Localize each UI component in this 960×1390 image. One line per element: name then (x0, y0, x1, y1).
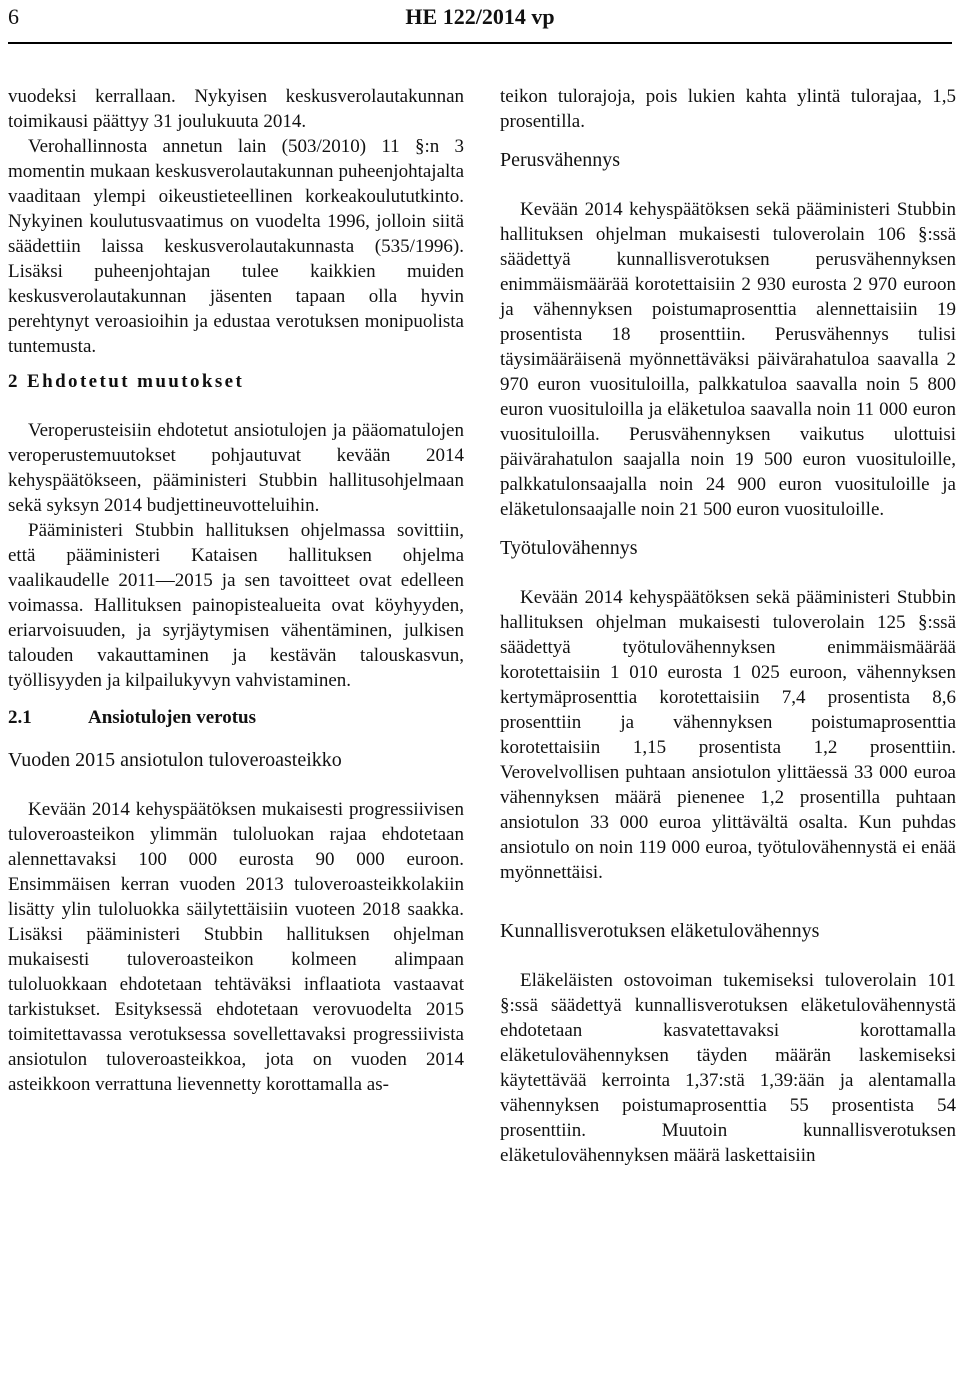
paragraph: Veroperusteisiin ehdotetut ansiotulojen ja pääomatulojen veroperustemuutokset pohjautuvat kevään 2014 kehyspäätökseen, pääministeri Stubbin hallitusohjelmaan sekä syksyn 2014 budjettineuvotteluihin. (8, 420, 464, 516)
subheading-perusvahennys: Perusvähennys (500, 149, 620, 171)
page-number: 6 (8, 4, 19, 29)
right-column (500, 84, 956, 1168)
subheading-tyotulovahennys: Työtulovähennys (500, 537, 638, 559)
paragraph: Kevään 2014 kehyspäätöksen sekä pääministeri Stubbin hallituksen ohjelman mukaisesti tuloverolain 106 §:ssä säädettyä kunnallisverotuksen perusvähennyksen enimmäismäärää korotettaisiin 2 930 eurosta 2 970 euroon ja vähennyksen poistumaprosenttia alennettaisiin 19 prosentista 18 prosenttiin. Perusvähennys tulisi täysimääräisenä myönnettäväksi päivärahatuloa saavalla 2 970 euron vuosituloilla, palkkatuloa saavalla noin 5 800 euron vuosituloilla ja eläketuloa saavalla noin 11 000 euron vuosituloilla. Perusvähennyksen vaikutus ulottuisi päivärahatulon saajalla noin 19 500 euron vuosituloille, palkkatulonsaajalla noin 24 900 euron vuosituloille ja eläketulonsaajalle noin 21 500 euron vuosituloille. (500, 199, 956, 520)
subsection-title: Ansiotulojen verotus (88, 707, 257, 728)
header-rule (8, 42, 952, 44)
paragraph: Pääministeri Stubbin hallituksen ohjelmassa sovittiin, että pääministeri Kataisen hallituksen ohjelma vaalikaudelle 2011—2015 ja sen tavoitteet ovat edelleen voimassa. Hallituksen painopistealueita ovat köyhyyden, eriarvoisuuden, ja syrjäytymisen vähentäminen, julkisen talouden vakauttaminen ja kestävän talouskasvun, työllisyyden ja kilpailukyvyn vahvistaminen. (8, 520, 464, 691)
subheading-elaketulovahennys: Kunnallisverotuksen eläketulovähennys (500, 920, 820, 942)
section-heading: 2 Ehdotetut muutokset (8, 371, 245, 392)
paragraph: teikon tulorajoja, pois lukien kahta ylintä tulorajaa, 1,5 prosentilla. (500, 86, 956, 132)
spacer (500, 885, 956, 905)
subsection-number: 2.1 (8, 707, 32, 728)
paragraph: vuodeksi kerrallaan. Nykyisen keskusverolautakunnan toimikausi päättyy 31 joulukuuta 2014. (8, 86, 464, 132)
page-header (0, 0, 960, 50)
paragraph: Eläkeläisten ostovoiman tukemiseksi tuloverolain 101 §:ssä säädettyä kunnallisverotuksen eläketulovähennystä ehdotetaan kasvatettavaksi korottamalla eläketulovähennyksen täyden määrän laskemiseksi käytettävää kerrointa 1,37:stä 1,39:ään ja alentamalla vähennyksen poistumaprosenttia 55 prosentista 54 prosenttiin. Muutoin kunnallisverotuksen eläketulovähennyksen määrä laskettaisiin (500, 970, 956, 1166)
left-column (8, 84, 464, 1097)
paragraph: Verohallinnosta annetun lain (503/2010) 11 §:n 3 momentin mukaan keskusverolautakunnan puheenjohtajalta vaaditaan ylempi oikeustieteellinen korkeakoulututkinto. Nykyinen koulutusvaatimus on vuodelta 1996, jolloin siitä säädettiin laissa keskusverolautakunnasta (535/1996). Lisäksi puheenjohtajan tulee kaikkien muiden keskusverolautakunnan jäsenten tapaan olla hyvin perehtynyt veroasioihin ja edustaa verotuksen monipuolista tuntemusta. (8, 136, 464, 357)
paragraph: Kevään 2014 kehyspäätöksen sekä pääministeri Stubbin hallituksen ohjelman mukaisesti tuloverolain 125 §:ssä säädettyä työtulovähennyksen enimmäismäärää korotettaisiin 1 010 eurosta 1 025 euroon, vähennyksen kertymäprosenttia korotettaisiin 7,4 prosentista 8,6 prosenttiin ja vähennyksen poistumaprosenttia korotettaisiin 1,15 prosentista 1,2 prosenttiin. Verovelvollisen puhtaan ansiotulon ylittäessä 33 000 euroa vähennyksen määrä pienenee 1,2 prosentilla puhtaan ansiotulon 33 000 euroa ylittävältä osalta. Kun puhdas ansiotulo on noin 119 000 euroa, työtulovähennystä ei enää myönnettäisi. (500, 587, 956, 883)
subsection-heading (8, 705, 464, 730)
document-id: HE 122/2014 vp (405, 4, 555, 29)
paragraph: Kevään 2014 kehyspäätöksen mukaisesti progressiivisen tuloveroasteikon ylimmän tuloluokan rajaa ehdotetaan alennettavaksi 100 000 eurosta 90 000 euroon. Ensimmäisen kerran vuoden 2013 tuloveroasteikkolakiin lisätty ylin tuloluokka säilytettäisiin vuoteen 2018 saakka. Lisäksi pääministeri Stubbin hallituksen ohjelman mukaisesti tuloveroasteikon kolmeen alimpaan tuloluokkaan ehdotetaan tehtäväksi inflaatiota vastaavat tarkistukset. Esityksessä ehdotetaan verovuodelta 2015 toimitettavassa verotuksessa sovellettavaksi progressiivista ansiotulon tuloveroasteikkoa, jota on vuoden 2014 asteikkoon verrattuna lievennetty korottamalla as- (8, 799, 464, 1095)
subheading: Vuoden 2015 ansiotulon tuloveroasteikko (8, 749, 342, 771)
